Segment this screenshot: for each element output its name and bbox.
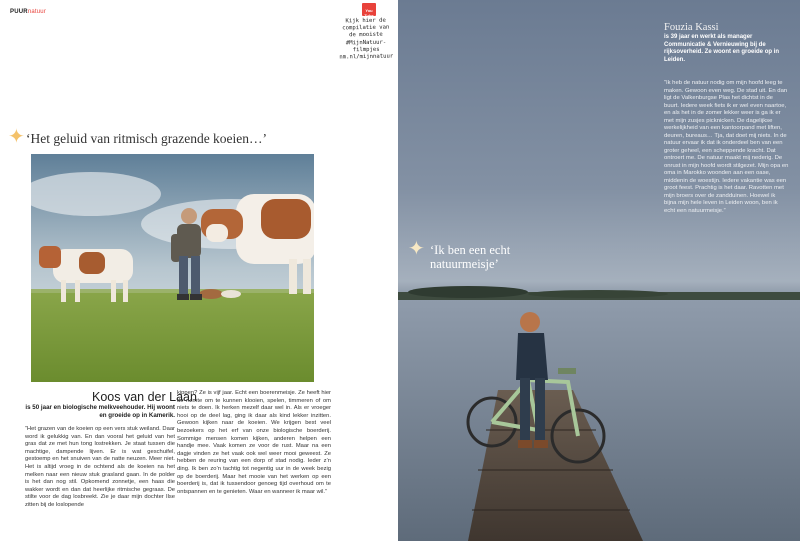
- photo-farmer-cows: [31, 154, 314, 382]
- youtube-badge-text: You Tube: [364, 8, 374, 18]
- youtube-note[interactable]: Kijk hier de compilatie van de mooiste #MijnNatuur-filmpjes nm.nl/mijnnatuur: [339, 17, 394, 61]
- right-page: [398, 0, 800, 541]
- section-tag: [10, 9, 46, 15]
- article-text-right: “Ik heb de natuur nodig om mijn hoofd leeg te maken. Gewoon even weg. De stad uit. En dan ligt de Valkenburgse Plas het dichtst in de buurt. Iedere week fiets ik er wel even naartoe, en als het in de zomer lekker weer is ga ik er met mijn zusjes picknicken. De dagelijkse werkelijkheid van een kantoorpand met liften, deuren, bureaus… Tja, dat doet mij niets. In de natuur ervaar ik dat ik onderdeel ben van een groter geheel, een scheppende kracht. Dat ontroert me. De natuur maakt mij nederig. De onrust in mijn hoofd wordt stilgezet. Mijn opa en oma in Marokko woonden aan een oase, middenin de woestijn. Iedere vakantie was een groot feest. Prachtig is het daar. Ravotten met mijn broers over de zandduinen. Hoewel ik bijna mijn hele leven in Leiden woon, ben ik echt een natuurmeisje.”: [664, 80, 789, 214]
- section-prefix: PUUR: [10, 9, 28, 15]
- section-name: natuur: [27, 9, 47, 15]
- star-icon: ✦: [408, 238, 425, 260]
- left-page: [0, 0, 398, 541]
- pull-quote-left: ‘Het geluid van ritmisch grazende koeien…’: [26, 131, 268, 146]
- youtube-icon[interactable]: [362, 3, 376, 16]
- pull-quote-right: ‘Ik ben een echt natuurmeisje’: [430, 243, 511, 271]
- article-column-2: kippen? Ze is vijf jaar. Echt een boerenmeisje. Ze heeft hier de ruimte om te kunnen klooien, spelen, timmeren of om niets te doen. Ik herken mezelf daar wel in. Als er vroeger hooi op de deel lag, ging ik daar als kind lekker inzitten. Gewoon kijken naar de koeien. We krijgen best veel bezoekers op het erf van onze biologische boerderij. Sommige mensen komen kijken, anderen helpen een handje mee. Vaak komen ze voor de rust. Maar na een dagje vinden ze het vaak ook wel weer mooi geweest. Ze hebben de reuring van een dorp of stad nodig. Ieder z’n ding. Ik ben zo’n tachtig tot negentig uur in de week bezig op de boerderij. Maar het mooie van het werken op een boerderij is, dat ik tussendoor genoeg tijd overhoud om te ontspannen en te genieten. Waar en wanneer ik maar wil.”: [177, 390, 331, 495]
- person-name-left: Koos van der Laan: [92, 390, 197, 404]
- person-intro-left: is 50 jaar en biologische melkveehouder. Hij woont en groeide op in Kamerik.: [25, 404, 175, 419]
- person-intro-right: is 39 jaar en werkt als manager Communicatie & Vernieuwing bij de rijksoverheid. Ze woont en groeide op in Leiden.: [664, 34, 780, 63]
- person-name-right: Fouzia Kassi: [664, 22, 719, 33]
- article-column-1: “Het grazen van de koeien op een vers stuk weiland. Daar word ik gelukkig van. En dan vooral het geluid van het gras dat ze met hun tong lostrekken. Je staat tussen die machtige, dampende lijven. Er is wat geschuifel, gestoemp en het snuiven van de natte neuzen. Meer niet. Het is altijd vroeg in de ochtend als de koeien na het melken naar een nieuw stuk grasland gaan. In de polder is het dan nog stil. Opkomend zonnetje, een haas die wakker wordt en dan dat heerlijke ritmische gegraas. De stilte voor de dag losbreekt. Zie je daar mijn dochter Ilse zitten bij de loslopende: [25, 426, 175, 508]
- star-icon: ✦: [8, 126, 25, 148]
